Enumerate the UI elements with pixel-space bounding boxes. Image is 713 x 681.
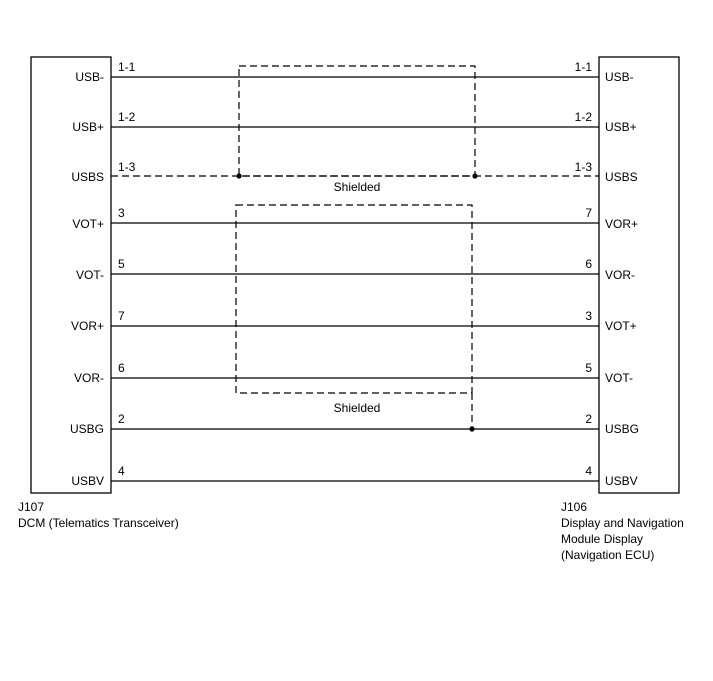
pin-label: VOT- xyxy=(75,268,104,282)
shield-box-video xyxy=(236,205,472,393)
pin-label: VOT- xyxy=(605,371,634,385)
pin-label: USB+ xyxy=(605,120,637,134)
pin-label: VOT+ xyxy=(72,217,104,231)
pin-number: 2 xyxy=(118,412,125,426)
pin-label: USBG xyxy=(69,422,104,436)
pin-number: 6 xyxy=(118,361,125,375)
pin-label: USB+ xyxy=(72,120,104,134)
shield-label: Shielded xyxy=(333,401,381,415)
shield-junction-dot xyxy=(469,426,474,431)
connector-id: J107 xyxy=(18,500,45,514)
pin-label: USB- xyxy=(75,70,104,84)
pin-label: USBS xyxy=(71,170,104,184)
right-pin-labels xyxy=(605,70,639,488)
left-pin-numbers xyxy=(118,60,136,478)
pin-number: 1-1 xyxy=(118,60,136,74)
right-pin-numbers xyxy=(575,60,593,478)
pin-number: 5 xyxy=(118,257,125,271)
pin-label: USBV xyxy=(71,474,104,488)
pin-number: 1-3 xyxy=(118,160,136,174)
pin-number: 2 xyxy=(585,412,592,426)
pin-label: VOR- xyxy=(74,371,104,385)
pin-label: USBS xyxy=(605,170,638,184)
component-name: Display and Navigation xyxy=(561,516,684,530)
connector-id: J106 xyxy=(561,500,588,514)
shield-junction-dot xyxy=(236,173,241,178)
pin-number: 7 xyxy=(118,309,125,323)
pin-label: USBG xyxy=(605,422,640,436)
shield-label: Shielded xyxy=(333,180,381,194)
pin-number: 3 xyxy=(118,206,125,220)
pin-label: VOR- xyxy=(605,268,635,282)
component-name: DCM (Telematics Transceiver) xyxy=(18,516,179,530)
pin-number: 1-1 xyxy=(574,60,592,74)
pin-label: VOR+ xyxy=(70,319,104,333)
pin-label: VOR+ xyxy=(605,217,639,231)
component-name: (Navigation ECU) xyxy=(561,548,655,562)
pin-number: 6 xyxy=(585,257,592,271)
pin-number: 3 xyxy=(585,309,592,323)
pin-number: 7 xyxy=(585,206,592,220)
pin-label: VOT+ xyxy=(605,319,637,333)
pin-number: 1-2 xyxy=(574,110,592,124)
shield-box-usb xyxy=(239,66,475,176)
component-name: Module Display xyxy=(561,532,644,546)
pin-label: USB- xyxy=(605,70,634,84)
pin-number: 1-3 xyxy=(574,160,592,174)
shield-junction-dot xyxy=(472,173,477,178)
left-pin-labels xyxy=(70,70,104,488)
pin-number: 1-2 xyxy=(118,110,136,124)
j106-caption xyxy=(561,499,684,563)
pin-number: 4 xyxy=(118,464,125,478)
pin-number: 4 xyxy=(585,464,592,478)
pin-label: USBV xyxy=(605,474,638,488)
pin-number: 5 xyxy=(585,361,592,375)
j107-caption xyxy=(18,499,179,531)
